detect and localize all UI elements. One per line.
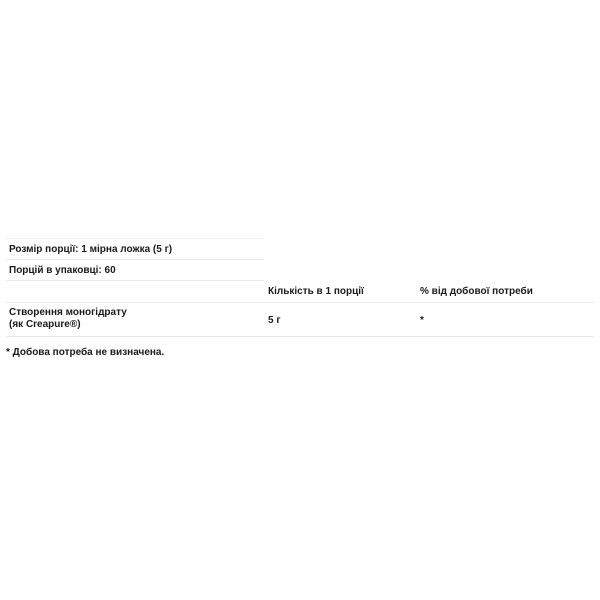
ingredient-daily-value: *: [420, 315, 424, 326]
ingredient-name-line1: Створення моногідрату: [9, 307, 127, 318]
daily-value-column-header: % від добової потреби: [420, 286, 533, 297]
serving-size-text: Розмір порції: 1 мірна ложка (5 г): [9, 244, 173, 255]
servings-per-container-text: Порцій в упаковці: 60: [9, 265, 116, 276]
ingredient-name-line2: (як Creapure®): [9, 319, 81, 330]
amount-column-header: Кількість в 1 порції: [268, 286, 364, 297]
serving-size-row: [6, 238, 264, 260]
ingredient-amount: 5 г: [268, 315, 281, 326]
table-header-row: [6, 281, 594, 303]
servings-per-container-row: [6, 260, 264, 281]
footnote: * Добова потреба не визначена.: [6, 347, 165, 358]
ingredient-name: [9, 307, 209, 331]
supplement-facts-table: [6, 238, 594, 337]
table-row: [6, 303, 594, 337]
